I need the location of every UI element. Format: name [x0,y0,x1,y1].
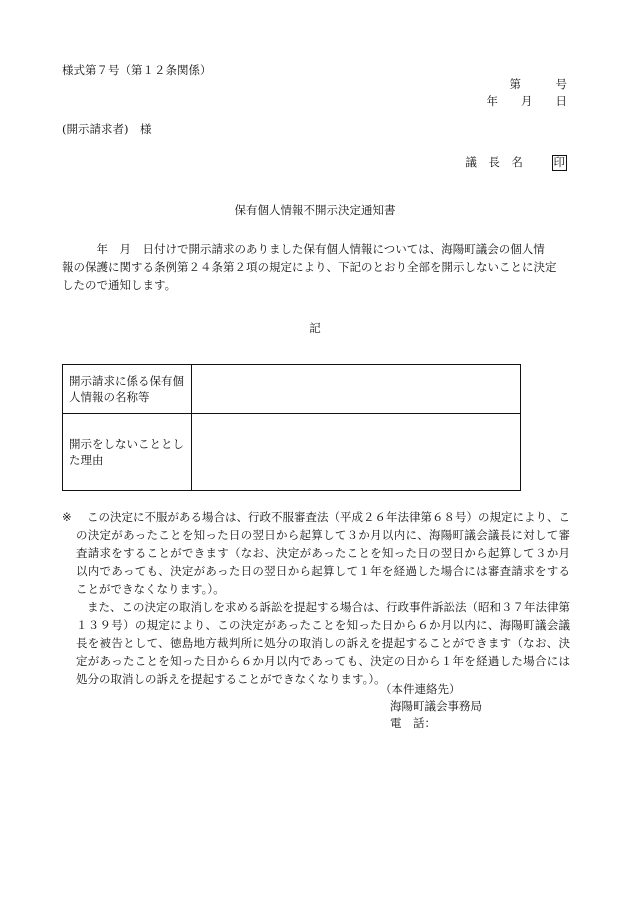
seal-mark: 印 [553,155,565,169]
contact-heading: （本件連絡先） [380,682,461,696]
contact-phone: 電 話： [390,716,436,730]
sender-name: 議 長 名 [465,155,523,169]
note-mark: ※ [62,510,72,524]
document-date: 年 月 日 [486,94,567,108]
form-number: 様式第７号（第１２条関係） [62,63,212,77]
body-line-1: 年 月 日付けで開示請求のありました保有個人情報については、海陽町議会の個人情 [62,242,545,256]
contact-block [380,681,482,732]
body-line-3: したので通知します。 [62,278,177,292]
row-label-reason: 開示をしないこととした理由 [63,414,192,491]
sender-line [465,155,567,171]
document-number: 第 号 [509,77,567,91]
notice-section [62,508,570,688]
table-row [63,365,521,414]
row-label-name: 開示請求に係る保有個人情報の名称等 [63,365,192,414]
row-value-name [192,365,521,414]
addressee: (開示請求者) 様 [62,122,152,136]
record-table [62,364,521,491]
notice-paragraph-1: この決定に不服がある場合は、行政不服審査法（平成２６年法律第６８号）の規定により、この決定があったことを知った日の翌日から起算して３か月以内に、海陽町議会議長に対して審査請求をすることができます（なお、決定があったことを知った日の翌日から起算して３か月以内であっても、決定があった日の翌日から起算して１年を経過した場合には審査請求をすることができなくなります。）。 [76,510,570,596]
row-value-reason [192,414,521,491]
notice-paragraph-2: また、この決定の取消しを求める訴訟を提起する場合は、行政事件訴訟法（昭和３７年法律第１３９号）の規定により、この決定があったことを知った日から６か月以内に、海陽町議会議長を被告として、徳島地方裁判所に処分の取消しの訴えを提起することができます（なお、決定があったことを知った日から６か月以内であっても、決定の日から１年を経過した場合には処分の取消しの訴えを提起することができなくなります。）。 [76,600,570,686]
contact-office: 海陽町議会事務局 [390,699,482,713]
document-title: 保有個人情報不開示決定通知書 [234,203,396,217]
body-text [62,240,568,294]
ki-heading: 記 [309,321,321,335]
body-line-2: 報の保護に関する条例第２４条第２項の規定により、下記のとおり全部を開示しないことに決定 [62,260,557,274]
table-row [63,414,521,491]
